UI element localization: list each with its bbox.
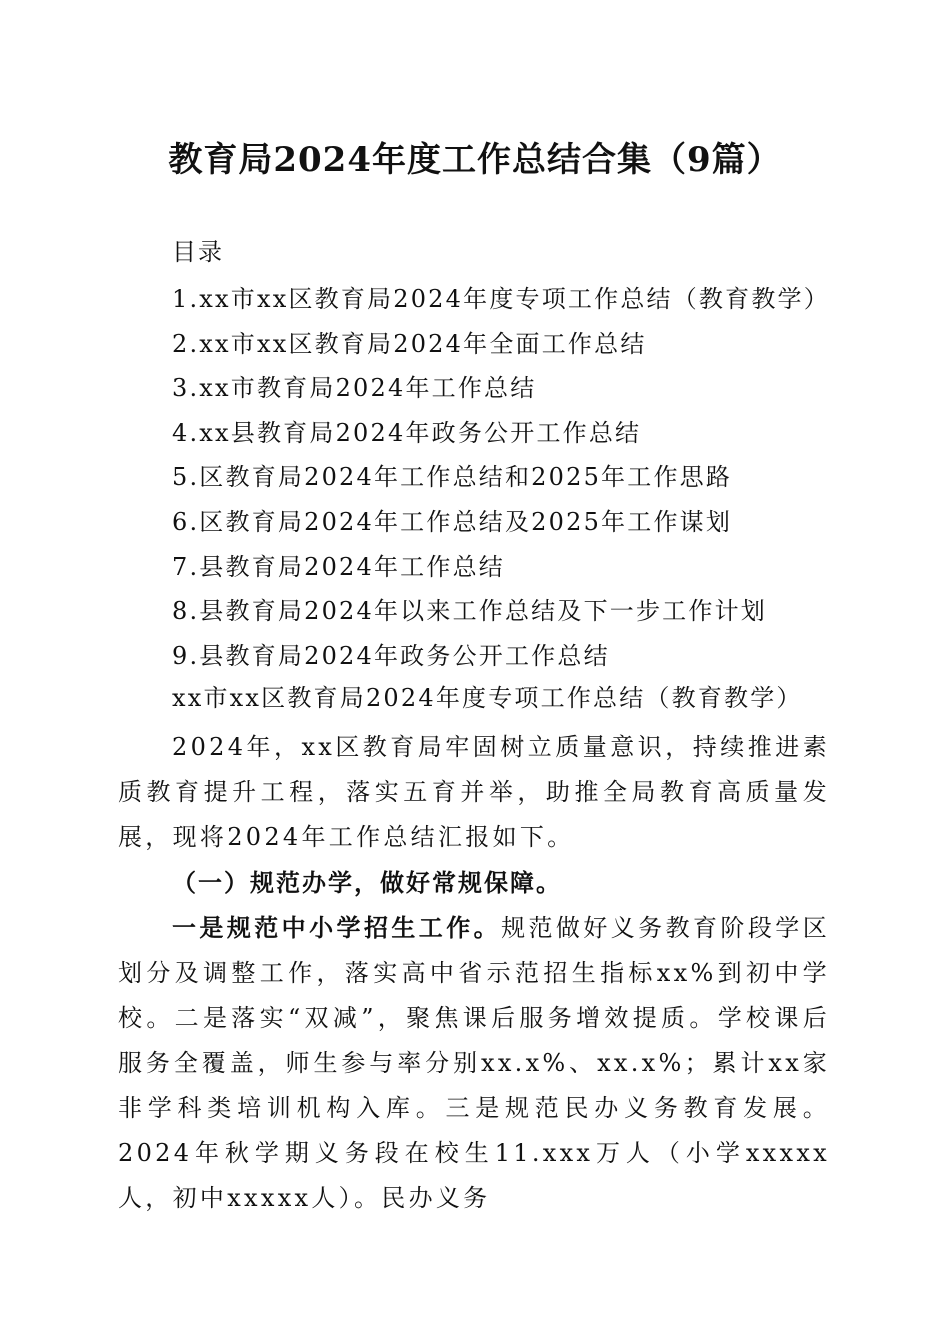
- body-paragraph: [118, 905, 830, 1221]
- toc-item-6: 6.区教育局2024年工作总结及2025年工作谋划: [172, 507, 733, 536]
- paragraph-lead: 一是规范中小学招生工作。: [172, 913, 502, 942]
- toc-label: 目录: [172, 238, 224, 266]
- table-of-contents: [172, 277, 830, 678]
- toc-item-1: 1.xx市xx区教育局2024年度专项工作总结（教育教学）: [172, 285, 830, 313]
- section-heading: xx市xx区教育局2024年度专项工作总结（教育教学）: [172, 684, 803, 712]
- toc-item-2: 2.xx市xx区教育局2024年全面工作总结: [172, 329, 647, 358]
- toc-item-9: 9.县教育局2024年政务公开工作总结: [172, 641, 610, 670]
- toc-item-4: 4.xx县教育局2024年政务公开工作总结: [172, 418, 642, 447]
- document-title: 教育局2024年度工作总结合集（9篇）: [168, 140, 782, 180]
- intro-paragraph: 2024年，xx区教育局牢固树立质量意识，持续推进素质教育提升工程，落实五育并举，助推全局教育高质量发展，现将2024年工作总结汇报如下。: [118, 733, 830, 851]
- paragraph-text: 规范做好义务教育阶段学区划分及调整工作，落实高中省示范招生指标xx%到初中学校。二是落实“双减”，聚焦课后服务增效提质。学校课后服务全覆盖，师生参与率分别xx.x%、xx.x%；累计xx家非学科类培训机构入库。三是规范民办义务教育发展。2024年秋学期义务段在校生11.xxx万人（小学xxxxx人，初中xxxxx人）。民办义务: [118, 914, 830, 1212]
- toc-item-7: 7.县教育局2024年工作总结: [172, 552, 505, 581]
- toc-item-8: 8.县教育局2024年以来工作总结及下一步工作计划: [172, 597, 767, 626]
- toc-item-3: 3.xx市教育局2024年工作总结: [172, 374, 537, 403]
- subheading: （一）规范办学，做好常规保障。: [172, 868, 562, 897]
- toc-item-5: 5.区教育局2024年工作总结和2025年工作思路: [172, 463, 733, 492]
